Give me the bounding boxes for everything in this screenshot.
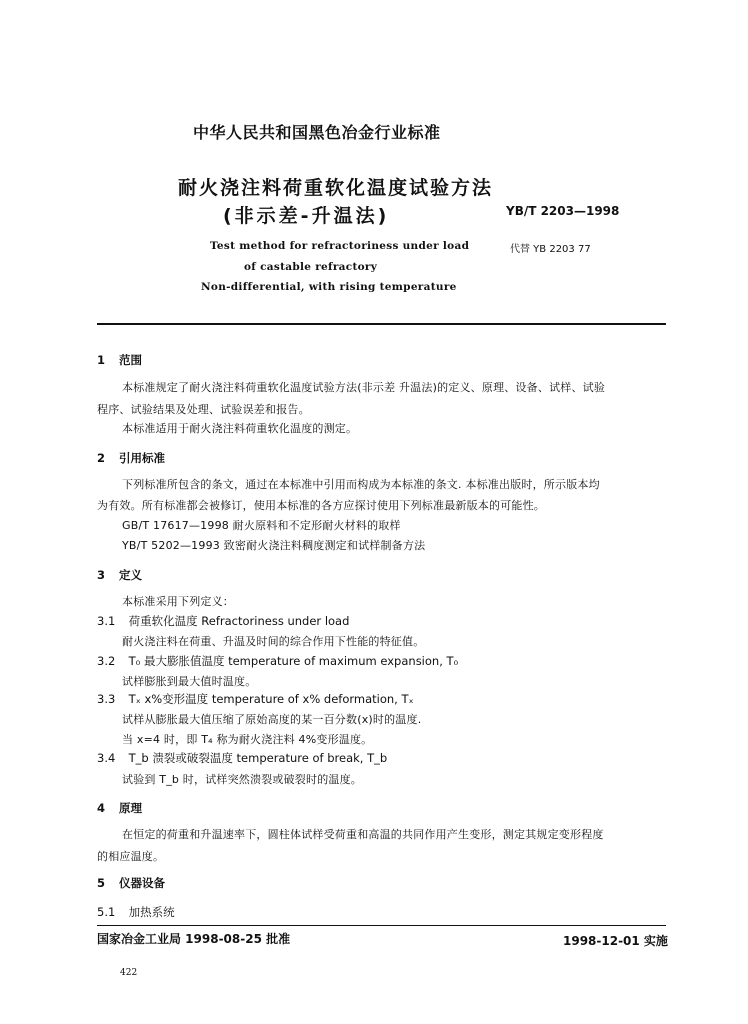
subsection-3-4-heading <box>97 750 387 766</box>
paragraph-line: 试样从膨胀最大值压缩了原始高度的某一百分数(x)时的温度. <box>122 713 422 726</box>
section-number: 2 <box>97 451 106 465</box>
section-title: 仪器设备 <box>119 876 166 890</box>
subsection-3-1-heading <box>97 613 349 629</box>
page-number: 422 <box>120 968 138 978</box>
implementation-date: 1998-12-01 实施 <box>563 934 668 948</box>
subsection-number: 3.4 <box>97 751 116 765</box>
section-1-heading <box>97 352 142 368</box>
section-4-heading <box>97 800 142 816</box>
subsection-title: Tₓ x%变形温度 temperature of x% deformation, Tₓ <box>128 692 414 706</box>
standard-title-en-line-3: Non-differential, with rising temperature <box>201 281 457 293</box>
subsection-3-3-heading <box>97 691 414 707</box>
reference-item: GB/T 17617—1998 耐火原料和不定形耐火材料的取样 <box>122 519 401 532</box>
replaces-standard: 代替 YB 2203 77 <box>510 244 591 255</box>
section-title: 引用标准 <box>119 451 166 465</box>
section-2-heading <box>97 450 165 466</box>
standard-code: YB/T 2203—1998 <box>506 204 620 218</box>
standard-subtitle-cn: (非示差-升温法) <box>223 205 390 227</box>
subsection-5-1-heading <box>97 904 175 920</box>
subsection-3-2-heading <box>97 653 458 669</box>
standard-title-cn: 耐火浇注料荷重软化温度试验方法 <box>178 177 494 199</box>
reference-item: YB/T 5202—1993 致密耐火浇注料稠度测定和试样制备方法 <box>122 539 426 552</box>
section-5-heading <box>97 875 165 891</box>
section-number: 1 <box>97 353 106 367</box>
section-title: 定义 <box>119 568 143 582</box>
paragraph-line: 耐火浇注料在荷重、升温及时间的综合作用下性能的特征值。 <box>122 635 425 648</box>
subsection-number: 5.1 <box>97 905 116 919</box>
footer-divider <box>97 925 666 926</box>
paragraph-line: 当 x=4 时，即 T₄ 称为耐火浇注料 4%变形温度。 <box>122 733 373 746</box>
paragraph-line: 试样膨胀到最大值时温度。 <box>122 675 257 688</box>
section-number: 5 <box>97 876 106 890</box>
issuing-organization: 中华人民共和国黑色冶金行业标准 <box>193 123 441 142</box>
header-divider <box>97 323 666 325</box>
subsection-number: 3.3 <box>97 692 116 706</box>
section-3-heading <box>97 567 142 583</box>
section-number: 3 <box>97 568 106 582</box>
subsection-number: 3.2 <box>97 654 116 668</box>
paragraph-line: 的相应温度。 <box>97 850 165 863</box>
section-title: 原理 <box>119 801 143 815</box>
paragraph-line: 本标准采用下列定义： <box>122 595 234 608</box>
subsection-title: 加热系统 <box>128 905 175 919</box>
subsection-title: T_b 溃裂或破裂温度 temperature of break, T_b <box>128 751 388 765</box>
paragraph-line: 本标准规定了耐火浇注料荷重软化温度试验方法(非示差 升温法)的定义、原理、设备、试样、试验 <box>122 381 606 394</box>
paragraph-line: 程序、试验结果及处理、试验误差和报告。 <box>97 403 310 416</box>
subsection-title: 荷重软化温度 Refractoriness under load <box>128 614 350 628</box>
standard-title-en-line-2: of castable refractory <box>244 261 378 273</box>
section-title: 范围 <box>119 353 143 367</box>
subsection-title: T₀ 最大膨胀值温度 temperature of maximum expansion, T₀ <box>128 654 459 668</box>
paragraph-line: 为有效。所有标准都会被修订，使用本标准的各方应探讨使用下列标准最新版本的可能性。 <box>97 499 545 512</box>
paragraph-line: 本标准适用于耐火浇注料荷重软化温度的测定。 <box>122 422 358 435</box>
paragraph-line: 试验到 T_b 时，试样突然溃裂或破裂时的温度。 <box>122 773 362 786</box>
paragraph-line: 下列标准所包含的条文，通过在本标准中引用而构成为本标准的条文. 本标准出版时，所示版本均 <box>122 478 600 491</box>
standard-title-en-line-1: Test method for refractoriness under load <box>210 240 470 252</box>
section-number: 4 <box>97 801 106 815</box>
paragraph-line: 在恒定的荷重和升温速率下，圆柱体试样受荷重和高温的共同作用产生变形，测定其规定变形程度 <box>122 828 604 841</box>
subsection-number: 3.1 <box>97 614 116 628</box>
approval-date: 国家冶金工业局 1998-08-25 批准 <box>97 932 291 946</box>
